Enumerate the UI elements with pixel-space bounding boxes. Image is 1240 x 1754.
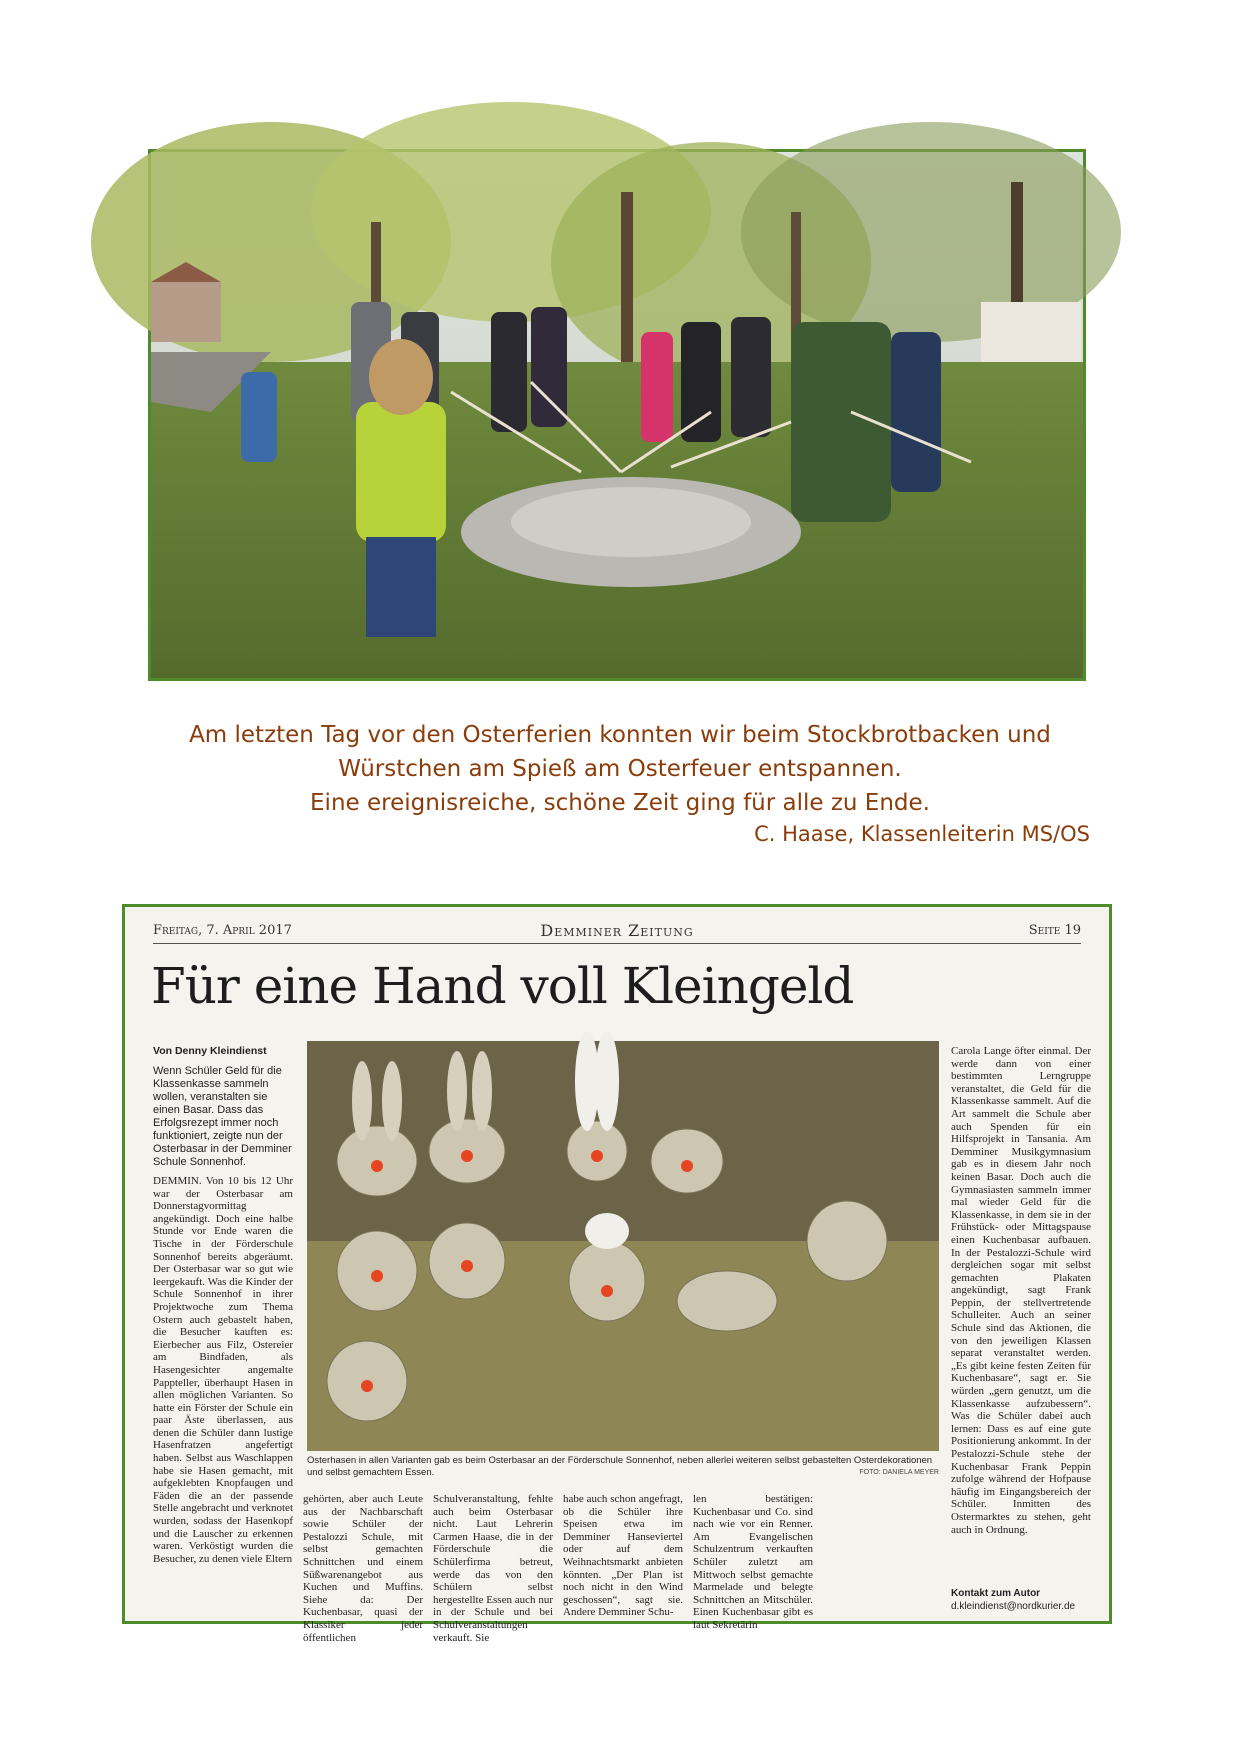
photo-illustration	[151, 152, 1083, 678]
article-column-5: len bestätigen: Kuchenbasar und Co. sind nach wie vor ein Renner. Am Evangelischen Schulzentrum verkauften Schüler zuletzt am Mittwoch selbst gemachte Marmelade und belegte Schnittchen an Mitschüler. Einen Kuchenbasar gibt es laut Sekretärin	[693, 1493, 813, 1631]
issue-date: Freitag, 7. April 2017	[153, 923, 292, 938]
photo-caption	[130, 718, 1110, 820]
article-column-2: gehörten, aber auch Leute aus der Nachbarschaft sowie Schüler der Pestalozzi Schule, mit selbst gemachten Schnittchen und einem Süßwarenangebot aus Kuchen und Muffins. Siehe da: Der Kuchenbasar, quasi der Klassiker jeder öffentlichen	[303, 1493, 423, 1644]
caption-line-1: Am letzten Tag vor den Osterferien konnten wir beim Stockbrotbacken und	[189, 722, 1051, 748]
byline: Von Denny Kleindienst	[153, 1045, 267, 1057]
masthead	[153, 919, 1081, 944]
clipping-photo-caption: Osterhasen in allen Varianten gab es beim Osterbasar an der Förderschule Sonnenhof, neben allerlei weiteren selbst gebastelten Osterdekorationen und selbst gemachtem Essen.	[307, 1455, 933, 1478]
author-contact	[951, 1587, 1101, 1613]
page-number: Seite 19	[1028, 923, 1081, 938]
article-headline: Für eine Hand voll Kleingeld	[151, 957, 854, 1015]
newspaper-name: Demminer Zeitung	[540, 921, 694, 940]
contact-email[interactable]: d.kleindienst@nordkurier.de	[951, 1601, 1076, 1612]
bunnies-illustration	[307, 1041, 939, 1451]
contact-label: Kontakt zum Autor	[951, 1588, 1041, 1599]
newspaper-clipping	[122, 904, 1112, 1644]
article-intro: Wenn Schüler Geld für die Klassenkasse sammeln wollen, veranstalten sie einen Basar. Dass das Erfolgsrezept immer noch funktioniert, zeigte nun der Osterbasar in der Demminer Schule Sonnenhof.	[153, 1065, 292, 1168]
article-column-1: DEMMIN. Von 10 bis 12 Uhr war der Osterbasar am Donnerstagvormittag angekündigt. Doch eine halbe Stunde vor Ende waren die Tische in der Förderschule Sonnenhof bereits abgeräumt. Der Osterbasar war so gut wie leergekauft. Was die Kinder der Schule Sonnenhof in ihrer Projektwoche zum Thema Ostern auch gebastelt haben, die Besucher kauften es: Eierbecher aus Filz, Ostereier am Bindfaden, als Hasengesichter angemalte Pappteller, überhaupt Hasen in allen möglichen Varianten. So hatte ein Förster der Schule ein paar Äste überlassen, aus denen die Schüler dann lustige Hasenfratzen angefertigt haben. Selbst aus Waschlappen habe sie Hasen gemacht, mit aufgeklebten Knopfaugen und Fäden die an der passende Stelle angebracht und verknotet wurden, sodass der Hasenkopf und die Lauscher zu erkennen waren. Verköstigt wurden die Besucher, zu denen viele Eltern	[153, 1175, 293, 1565]
article-column-4: habe auch schon angefragt, ob die Schüler ihre Speisen etwa im Demminer Hanseviertel oder auf dem Weihnachtsmarkt anbieten könnten. „Der Plan ist noch nicht in den Wind geschossen“, sagt sie. Andere Demminer Schu-	[563, 1493, 683, 1619]
caption-line-3: Eine ereignisreiche, schöne Zeit ging für alle zu Ende.	[310, 790, 930, 816]
easter-fire-photo	[148, 149, 1086, 681]
article-column-3: Schulveranstaltung, fehlte auch beim Osterbasar nicht. Laut Lehrerin Carmen Haase, die in der Förderschule die Schülerfirma betreut, werde das von den Schülern selbst hergestellte Essen auch nur in der Schule und bei Schulveranstaltungen verkauft. Sie	[433, 1493, 553, 1644]
article-column-right: Carola Lange öfter einmal. Der werde dann von einer bestimmten Lerngruppe veranstaltet, die Geld für die Klassenkasse sammelt. Auf die Art sammelt die Schule aber auch Spenden für ein Hilfsprojekt in Tansania. Am Demminer Musikgymnasium gab es in diesem Jahr noch keinen Basar. Doch auch die Gymnasiasten sammeln immer mal wieder Geld für die Klassenkasse, in dem sie in der Frühstück- oder Mittagspause einen Kuchenbasar aufbauen. In der Pestalozzi-Schule wird dergleichen sogar mit selbst gemachten Plakaten angekündigt, sagt Frank Peppin, der stellvertretende Schulleiter. Auch an seiner Schule sind das Aktionen, die von den jeweiligen Klassen separat veranstaltet werden. „Es gibt keine festen Zeiten für Kuchenbasare“, sagt er. Sie würden „gern genutzt, um die Klassenkasse aufzubessern“. Was die Schüler dabei auch lernen: Dass es auf eine gute Positionierung ankommt. In der Pestalozzi-Schule stehe der Kuchenbasar Frank Peppin zufolge während der Hofpause häufig im Eingangsbereich der Schüler. Inmitten des Ostermarktes zu stehen, geht auch in Ordnung.	[951, 1045, 1091, 1536]
signature: C. Haase, Klassenleiterin MS/OS	[754, 822, 1090, 846]
easter-bunnies-photo	[307, 1041, 939, 1451]
caption-line-2: Würstchen am Spieß am Osterfeuer entspannen.	[338, 756, 902, 782]
photo-credit: FOTO: DANIELA MEYER	[859, 1469, 939, 1476]
